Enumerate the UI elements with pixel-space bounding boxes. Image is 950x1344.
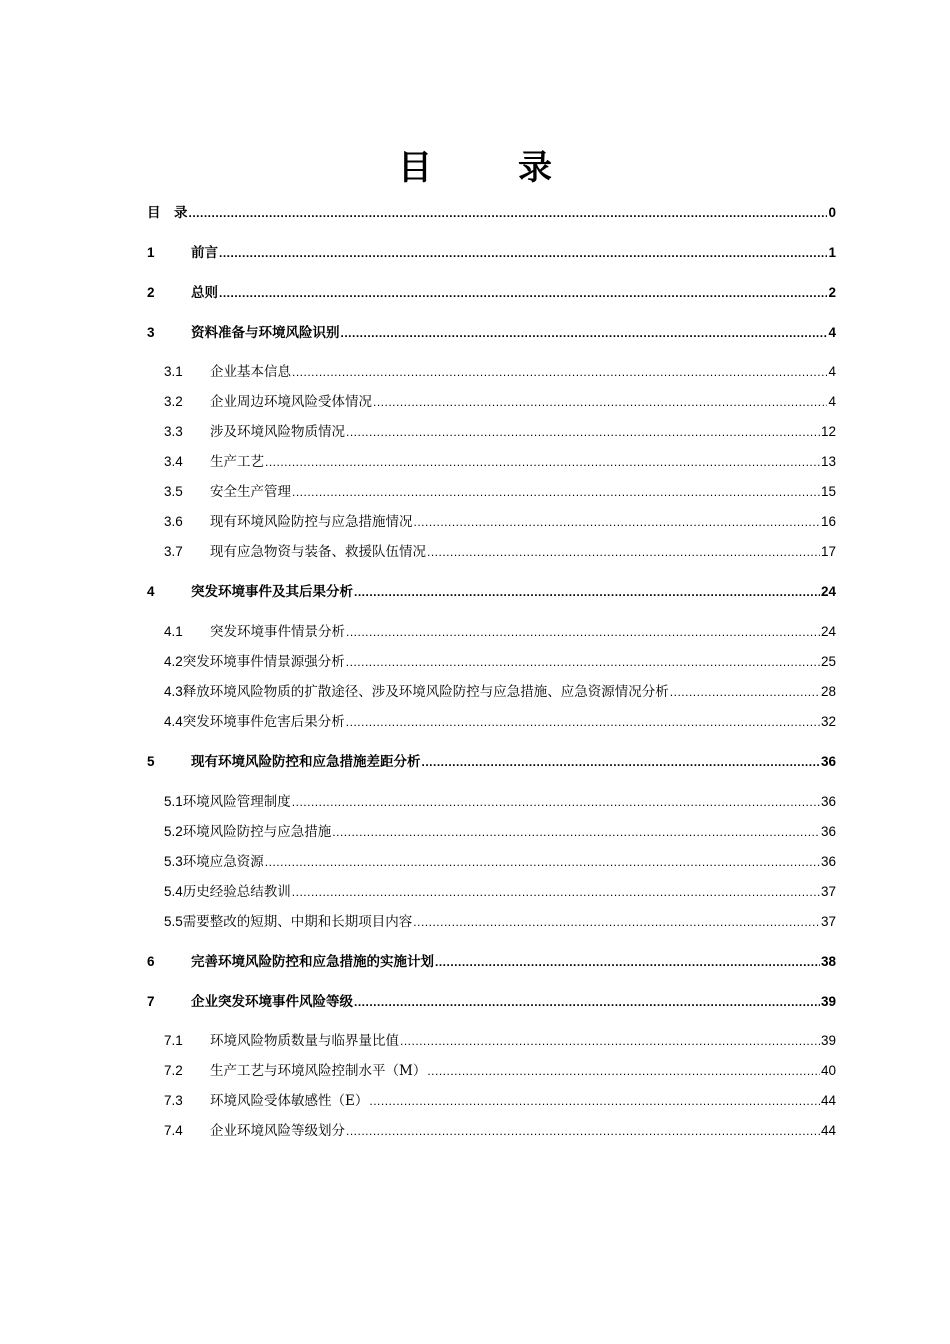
dot-leader [346, 711, 820, 733]
toc-entry[interactable] [147, 951, 836, 973]
toc-entry[interactable] [147, 282, 836, 304]
toc-entry[interactable] [147, 881, 836, 903]
toc-entry-number: 3 [147, 325, 155, 340]
toc-entry[interactable] [147, 391, 836, 413]
toc-entry-page: 37 [820, 914, 836, 929]
toc-entry-number: 3.3 [164, 424, 183, 439]
toc-entry-label: 现有环境风险防控和应急措施差距分析 [191, 754, 421, 770]
toc-entry[interactable] [147, 681, 836, 703]
dot-leader [332, 821, 820, 843]
toc-entry-label: 企业突发环境事件风险等级 [191, 994, 353, 1010]
toc-entry-label: 企业环境风险等级划分 [210, 1123, 345, 1139]
toc-entry-label: 生产工艺与环境风险控制水平（M） [210, 1063, 427, 1079]
toc-entry[interactable] [147, 791, 836, 813]
toc-entry-number: 目 录 [147, 205, 188, 220]
toc-entry-page: 36 [820, 854, 836, 869]
toc-entry-page: 13 [820, 454, 836, 469]
toc-entry-number: 4.4 [164, 714, 183, 729]
toc-entry-number: 5 [147, 754, 155, 769]
toc-entry-page: 38 [820, 954, 836, 969]
toc-entry-label: 突发环境事件情景源强分析 [182, 654, 345, 670]
toc-entry-number: 5.1 [164, 794, 183, 809]
toc-entry-label: 企业周边环境风险受体情况 [210, 394, 372, 410]
toc-entry-number: 3.1 [164, 364, 183, 379]
toc-entry[interactable] [147, 451, 836, 473]
toc-entry-label: 环境风险管理制度 [182, 794, 291, 810]
toc-entry-page: 39 [820, 1033, 836, 1048]
dot-leader [373, 391, 827, 413]
dot-leader [219, 282, 827, 304]
dot-leader [219, 242, 827, 264]
toc-entry-page: 36 [820, 794, 836, 809]
dot-leader [414, 511, 820, 533]
toc-entry-label: 突发环境事件及其后果分析 [191, 584, 353, 600]
toc-entry-label: 现有环境风险防控与应急措施情况 [210, 514, 413, 530]
toc-entry-number: 7.4 [164, 1123, 183, 1138]
toc-entry-page: 4 [828, 364, 836, 379]
toc-entry-number: 3.2 [164, 394, 183, 409]
dot-leader [292, 881, 820, 903]
toc-entry-page: 25 [820, 654, 836, 669]
toc-entry[interactable] [147, 991, 836, 1013]
dot-leader [346, 421, 820, 443]
toc-entry[interactable] [147, 851, 836, 873]
toc-entry[interactable] [147, 581, 836, 603]
dot-leader [435, 951, 820, 973]
toc-entry[interactable] [147, 651, 836, 673]
toc-entry-label: 现有应急物资与装备、救援队伍情况 [210, 544, 426, 560]
dot-leader [292, 481, 820, 503]
toc-entry-page: 39 [820, 994, 836, 1009]
toc-entry-number: 2 [147, 285, 155, 300]
toc-entry-page: 24 [820, 624, 836, 639]
toc-entry-number: 3.4 [164, 454, 183, 469]
dot-leader [354, 991, 820, 1013]
toc-entry-page: 44 [820, 1123, 836, 1138]
toc-entry-label: 需要整改的短期、中期和长期项目内容 [182, 914, 413, 930]
toc-entry[interactable] [147, 202, 836, 224]
toc-entry[interactable] [147, 421, 836, 443]
toc-entry-number: 7.1 [164, 1033, 183, 1048]
toc-entry[interactable] [147, 1060, 836, 1082]
toc-entry[interactable] [147, 481, 836, 503]
toc-entry-page: 0 [828, 205, 836, 220]
toc-entry-number: 5.4 [164, 884, 183, 899]
toc-entry[interactable] [147, 821, 836, 843]
toc-entry-page: 44 [820, 1093, 836, 1108]
toc-entry-page: 37 [820, 884, 836, 899]
dot-leader [265, 451, 820, 473]
toc-entry-label: 安全生产管理 [210, 484, 291, 500]
toc-entry-label: 环境风险物质数量与临界量比值 [210, 1033, 399, 1049]
toc-entry-number: 6 [147, 954, 155, 969]
toc-entry-label: 生产工艺 [210, 454, 264, 470]
toc-entry-number: 4.1 [164, 624, 183, 639]
toc-entry-number: 7.2 [164, 1063, 183, 1078]
toc-entry-page: 16 [820, 514, 836, 529]
dot-leader [265, 851, 820, 873]
toc-entry-label: 总则 [191, 285, 218, 301]
dot-leader [427, 541, 820, 563]
toc-entry-number: 3.7 [164, 544, 183, 559]
dot-leader [292, 361, 827, 383]
dot-leader [189, 202, 828, 224]
dot-leader [292, 791, 820, 813]
toc-entry-page: 1 [828, 245, 836, 260]
toc-entry-page: 32 [820, 714, 836, 729]
toc-entry[interactable] [147, 751, 836, 773]
toc-entry[interactable] [147, 541, 836, 563]
toc-entry-number: 4.2 [164, 654, 183, 669]
toc-entry-number: 3.5 [164, 484, 183, 499]
dot-leader [341, 322, 828, 344]
toc-entry-page: 2 [828, 285, 836, 300]
toc-entry-label: 突发环境事件情景分析 [210, 624, 345, 640]
toc-entry-number: 4.3 [164, 684, 183, 699]
toc-entry-label: 环境风险防控与应急措施 [182, 824, 332, 840]
toc-entry-label: 完善环境风险防控和应急措施的实施计划 [191, 954, 434, 970]
dot-leader [354, 581, 820, 603]
toc-entry-number: 7.3 [164, 1093, 183, 1108]
toc-entry-label: 环境风险受体敏感性（E） [210, 1093, 369, 1109]
dot-leader [413, 911, 820, 933]
toc-entry[interactable] [147, 1120, 836, 1142]
dot-leader [346, 651, 820, 673]
toc-entry-label: 突发环境事件危害后果分析 [182, 714, 345, 730]
toc-entry-label: 资料准备与环境风险识别 [191, 325, 340, 341]
dot-leader [346, 621, 820, 643]
toc-entry-page: 28 [820, 684, 836, 699]
dot-leader [670, 681, 820, 703]
toc-entry-number: 3.6 [164, 514, 183, 529]
toc-entry-page: 36 [820, 824, 836, 839]
toc-entry-number: 5.3 [164, 854, 183, 869]
toc-entry[interactable] [147, 361, 836, 383]
toc-entry-number: 1 [147, 245, 155, 260]
toc-entry-label: 环境应急资源 [182, 854, 264, 870]
page-title: 目 录 [398, 148, 578, 188]
toc-entry-page: 4 [828, 325, 836, 340]
toc-entry-number: 7 [147, 994, 155, 1009]
toc-entry[interactable] [147, 511, 836, 533]
toc-entry-page: 24 [820, 584, 836, 599]
toc-entry-number: 5.5 [164, 914, 183, 929]
toc-entry-label: 历史经验总结教训 [182, 884, 291, 900]
toc-entry-page: 36 [820, 754, 836, 769]
toc-entry[interactable] [147, 711, 836, 733]
toc-entry-number: 5.2 [164, 824, 183, 839]
toc-entry[interactable] [147, 322, 836, 344]
dot-leader [422, 751, 820, 773]
toc-entry-label: 企业基本信息 [210, 364, 291, 380]
toc-entry-label: 涉及环境风险物质情况 [210, 424, 345, 440]
toc-entry-page: 17 [820, 544, 836, 559]
toc-entry[interactable] [147, 911, 836, 933]
dot-leader [369, 1090, 820, 1112]
toc-entry-label: 前言 [191, 245, 218, 261]
toc-entry[interactable] [147, 242, 836, 264]
toc-entry-page: 12 [820, 424, 836, 439]
toc-entry-number: 4 [147, 584, 155, 599]
toc-entry-label: 释放环境风险物质的扩散途径、涉及环境风险防控与应急措施、应急资源情况分析 [182, 684, 669, 700]
toc-entry-page: 15 [820, 484, 836, 499]
dot-leader [427, 1060, 820, 1082]
toc-entry-page: 4 [828, 394, 836, 409]
toc-entry[interactable] [147, 621, 836, 643]
toc-entry[interactable] [147, 1030, 836, 1052]
toc-entry-page: 40 [820, 1063, 836, 1078]
toc-entry[interactable] [147, 1090, 836, 1112]
dot-leader [400, 1030, 820, 1052]
dot-leader [346, 1120, 820, 1142]
